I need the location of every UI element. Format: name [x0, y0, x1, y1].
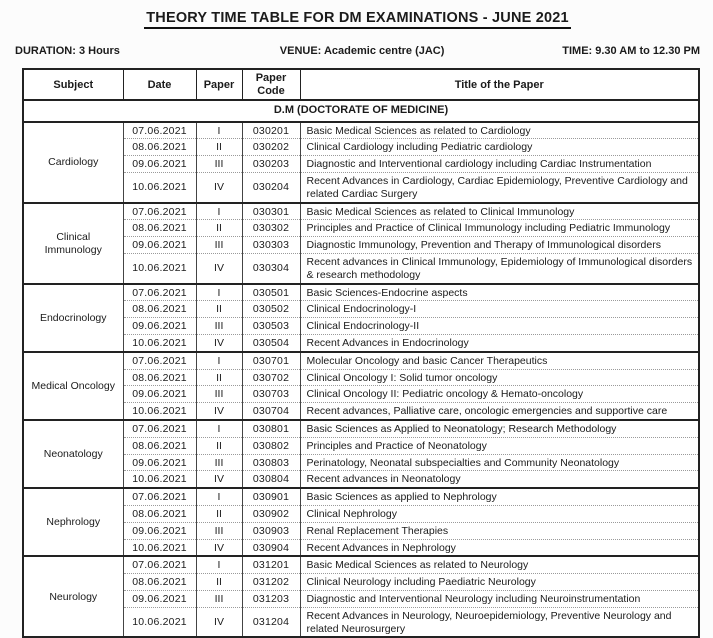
- date-cell: 07.06.2021: [123, 556, 196, 573]
- paper-title-cell: Basic Sciences as applied to Nephrology: [300, 488, 699, 505]
- paper-title-cell: Basic Medical Sciences as related to Cardiology: [300, 122, 699, 139]
- paper-cell: I: [196, 420, 242, 437]
- paper-code-cell: 031202: [242, 574, 300, 591]
- paper-code-cell: 030501: [242, 284, 300, 301]
- paper-title-cell: Recent Advances in Nephrology: [300, 539, 699, 556]
- date-cell: 09.06.2021: [123, 156, 196, 173]
- table-row: [23, 386, 699, 403]
- subject-cell: Clinical Immunology: [23, 203, 123, 284]
- date-cell: 09.06.2021: [123, 318, 196, 335]
- paper-cell: III: [196, 318, 242, 335]
- date-cell: 09.06.2021: [123, 454, 196, 471]
- paper-code-cell: 030204: [242, 173, 300, 203]
- paper-cell: II: [196, 437, 242, 454]
- date-cell: 09.06.2021: [123, 522, 196, 539]
- date-cell: 08.06.2021: [123, 506, 196, 523]
- paper-title-cell: Basic Sciences as Applied to Neonatology; Research Methodology: [300, 420, 699, 437]
- paper-code-cell: 030703: [242, 386, 300, 403]
- document-header: [15, 9, 700, 29]
- table-row: [23, 139, 699, 156]
- paper-cell: II: [196, 574, 242, 591]
- paper-title-cell: Principles and Practice of Neonatology: [300, 437, 699, 454]
- date-cell: 09.06.2021: [123, 237, 196, 254]
- subject-cell: Neurology: [23, 556, 123, 637]
- paper-cell: III: [196, 386, 242, 403]
- paper-code-cell: 030803: [242, 454, 300, 471]
- table-row: [23, 203, 699, 220]
- paper-code-cell: 030702: [242, 369, 300, 386]
- table-row: [23, 488, 699, 505]
- date-cell: 07.06.2021: [123, 352, 196, 369]
- paper-title-cell: Clinical Neurology including Paediatric Neurology: [300, 574, 699, 591]
- paper-cell: IV: [196, 254, 242, 284]
- date-cell: 10.06.2021: [123, 539, 196, 556]
- paper-cell: IV: [196, 335, 242, 352]
- paper-cell: II: [196, 506, 242, 523]
- paper-code-cell: 030301: [242, 203, 300, 220]
- paper-cell: III: [196, 522, 242, 539]
- paper-cell: II: [196, 369, 242, 386]
- paper-cell: I: [196, 352, 242, 369]
- date-cell: 10.06.2021: [123, 254, 196, 284]
- date-cell: 09.06.2021: [123, 591, 196, 608]
- paper-title-cell: Diagnostic and Interventional Neurology including Neuroinstrumentation: [300, 591, 699, 608]
- section-row: [23, 100, 699, 121]
- paper-cell: I: [196, 122, 242, 139]
- paper-code-cell: 030804: [242, 471, 300, 488]
- table-row: [23, 284, 699, 301]
- timetable-body: [23, 100, 699, 637]
- table-row: [23, 156, 699, 173]
- table-row: [23, 420, 699, 437]
- date-cell: 08.06.2021: [123, 574, 196, 591]
- paper-code-cell: 030503: [242, 318, 300, 335]
- subject-cell: Nephrology: [23, 488, 123, 556]
- date-cell: 07.06.2021: [123, 284, 196, 301]
- table-row: [23, 254, 699, 284]
- table-row: [23, 301, 699, 318]
- paper-title-cell: Clinical Oncology I: Solid tumor oncology: [300, 369, 699, 386]
- paper-cell: I: [196, 556, 242, 573]
- paper-code-cell: 030903: [242, 522, 300, 539]
- date-cell: 07.06.2021: [123, 203, 196, 220]
- paper-title-cell: Recent advances in Clinical Immunology, Epidemiology of Immunological disorders & research methodology: [300, 254, 699, 284]
- date-cell: 07.06.2021: [123, 122, 196, 139]
- paper-title-cell: Clinical Endocrinology-II: [300, 318, 699, 335]
- subject-cell: Endocrinology: [23, 284, 123, 352]
- table-row: [23, 352, 699, 369]
- paper-cell: IV: [196, 471, 242, 488]
- paper-title-cell: Recent Advances in Endocrinology: [300, 335, 699, 352]
- date-cell: 07.06.2021: [123, 488, 196, 505]
- paper-code-cell: 030302: [242, 220, 300, 237]
- paper-title-cell: Perinatology, Neonatal subspecialties and Community Neonatology: [300, 454, 699, 471]
- paper-title-cell: Clinical Endocrinology-I: [300, 301, 699, 318]
- paper-title-cell: Recent Advances in Cardiology, Cardiac Epidemiology, Preventive Cardiology and related Cardiac Surgery: [300, 173, 699, 203]
- table-row: [23, 122, 699, 139]
- paper-title-cell: Recent advances, Palliative care, oncologic emergencies and supportive care: [300, 403, 699, 420]
- paper-title-cell: Clinical Cardiology including Pediatric cardiology: [300, 139, 699, 156]
- paper-cell: III: [196, 237, 242, 254]
- table-row: [23, 506, 699, 523]
- paper-cell: IV: [196, 539, 242, 556]
- paper-code-cell: 031204: [242, 607, 300, 637]
- paper-cell: II: [196, 139, 242, 156]
- paper-title-cell: Basic Medical Sciences as related to Neurology: [300, 556, 699, 573]
- table-row: [23, 335, 699, 352]
- table-row: [23, 539, 699, 556]
- table-row: [23, 454, 699, 471]
- paper-cell: IV: [196, 403, 242, 420]
- paper-code-cell: 030203: [242, 156, 300, 173]
- table-row: [23, 437, 699, 454]
- paper-cell: IV: [196, 173, 242, 203]
- paper-code-cell: 030902: [242, 506, 300, 523]
- header-date: Date: [123, 69, 196, 100]
- date-cell: 08.06.2021: [123, 301, 196, 318]
- table-row: [23, 369, 699, 386]
- paper-title-cell: Diagnostic Immunology, Prevention and Therapy of Immunological disorders: [300, 237, 699, 254]
- paper-cell: III: [196, 591, 242, 608]
- table-row: [23, 237, 699, 254]
- paper-code-cell: 030701: [242, 352, 300, 369]
- paper-cell: I: [196, 203, 242, 220]
- date-cell: 10.06.2021: [123, 335, 196, 352]
- duration-label: DURATION: 3 Hours: [15, 45, 120, 57]
- section-title: D.M (DOCTORATE OF MEDICINE): [23, 100, 699, 121]
- paper-title-cell: Diagnostic and Interventional cardiology including Cardiac Instrumentation: [300, 156, 699, 173]
- paper-title-cell: Basic Medical Sciences as related to Clinical Immunology: [300, 203, 699, 220]
- table-row: [23, 591, 699, 608]
- paper-code-cell: 030901: [242, 488, 300, 505]
- table-row: [23, 403, 699, 420]
- date-cell: 08.06.2021: [123, 369, 196, 386]
- header-paper-code: Paper Code: [242, 69, 300, 100]
- paper-title-cell: Clinical Nephrology: [300, 506, 699, 523]
- paper-code-cell: 030504: [242, 335, 300, 352]
- table-row: [23, 318, 699, 335]
- paper-code-cell: 030201: [242, 122, 300, 139]
- date-cell: 10.06.2021: [123, 471, 196, 488]
- paper-title-cell: Molecular Oncology and basic Cancer Therapeutics: [300, 352, 699, 369]
- paper-cell: I: [196, 488, 242, 505]
- header-row: [23, 69, 699, 100]
- paper-title-cell: Principles and Practice of Clinical Immunology including Pediatric Immunology: [300, 220, 699, 237]
- timetable-head: [23, 69, 699, 100]
- table-row: [23, 574, 699, 591]
- venue-label: VENUE: Academic centre (JAC): [279, 45, 445, 57]
- table-row: [23, 556, 699, 573]
- paper-title-cell: Renal Replacement Therapies: [300, 522, 699, 539]
- paper-title-cell: Recent Advances in Neurology, Neuroepidemiology, Preventive Neurology and related Neurosurgery: [300, 607, 699, 637]
- table-row: [23, 607, 699, 637]
- date-cell: 10.06.2021: [123, 607, 196, 637]
- table-row: [23, 173, 699, 203]
- date-cell: 07.06.2021: [123, 420, 196, 437]
- paper-code-cell: 030801: [242, 420, 300, 437]
- paper-code-cell: 030304: [242, 254, 300, 284]
- table-row: [23, 220, 699, 237]
- date-cell: 10.06.2021: [123, 403, 196, 420]
- exam-info-row: [15, 45, 700, 57]
- paper-code-cell: 030502: [242, 301, 300, 318]
- paper-title-cell: Clinical Oncology II: Pediatric oncology & Hemato-oncology: [300, 386, 699, 403]
- paper-code-cell: 030202: [242, 139, 300, 156]
- paper-code-cell: 030802: [242, 437, 300, 454]
- paper-cell: III: [196, 454, 242, 471]
- paper-cell: II: [196, 301, 242, 318]
- paper-code-cell: 030904: [242, 539, 300, 556]
- paper-title-cell: Basic Sciences-Endocrine aspects: [300, 284, 699, 301]
- header-paper: Paper: [196, 69, 242, 100]
- subject-cell: Neonatology: [23, 420, 123, 488]
- header-subject: Subject: [23, 69, 123, 100]
- subject-cell: Cardiology: [23, 122, 123, 203]
- date-cell: 09.06.2021: [123, 386, 196, 403]
- paper-title-cell: Recent advances in Neonatology: [300, 471, 699, 488]
- date-cell: 08.06.2021: [123, 437, 196, 454]
- paper-code-cell: 031203: [242, 591, 300, 608]
- table-row: [23, 522, 699, 539]
- paper-cell: IV: [196, 607, 242, 637]
- paper-code-cell: 030704: [242, 403, 300, 420]
- date-cell: 08.06.2021: [123, 139, 196, 156]
- header-title: Title of the Paper: [300, 69, 699, 100]
- paper-code-cell: 030303: [242, 237, 300, 254]
- subject-cell: Medical Oncology: [23, 352, 123, 420]
- paper-cell: II: [196, 220, 242, 237]
- paper-code-cell: 031201: [242, 556, 300, 573]
- table-row: [23, 471, 699, 488]
- date-cell: 10.06.2021: [123, 173, 196, 203]
- time-label: TIME: 9.30 AM to 12.30 PM: [562, 45, 700, 57]
- paper-cell: I: [196, 284, 242, 301]
- paper-cell: III: [196, 156, 242, 173]
- date-cell: 08.06.2021: [123, 220, 196, 237]
- timetable: [22, 68, 700, 638]
- page-title: THEORY TIME TABLE FOR DM EXAMINATIONS - JUNE 2021: [144, 10, 571, 29]
